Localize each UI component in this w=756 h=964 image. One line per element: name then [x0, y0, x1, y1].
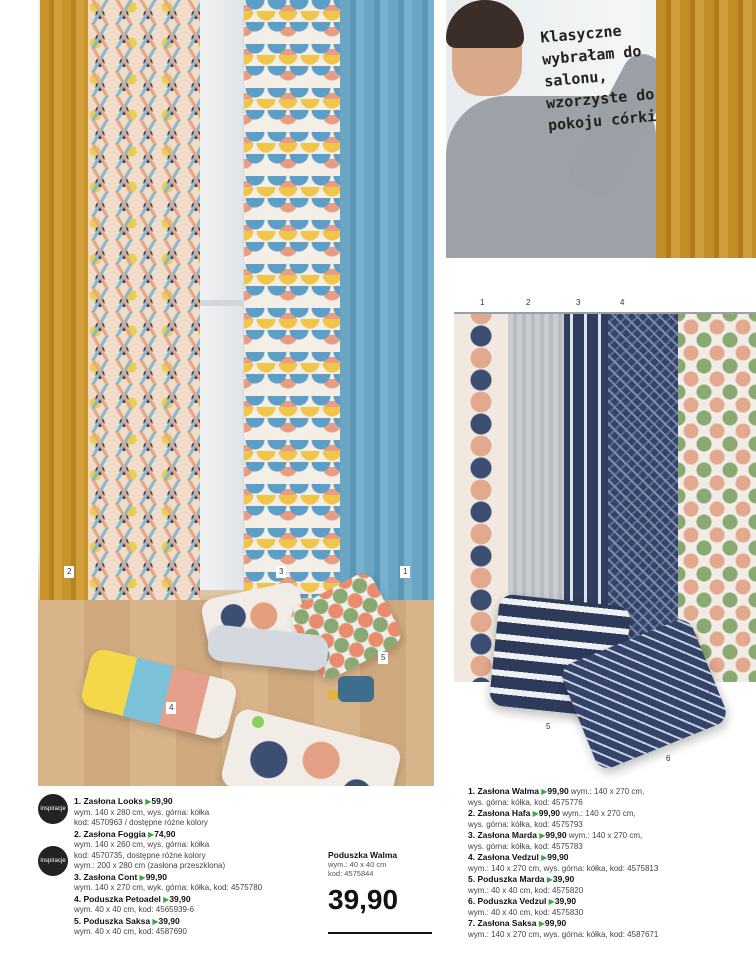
column-number: 4 [620, 298, 625, 307]
product-price: 59,90 [151, 796, 173, 806]
woman-photo [446, 0, 756, 258]
product-title: 4. Zasłona Vedzul [468, 852, 539, 862]
product-price: 99,90 [145, 871, 167, 882]
woman-hair [446, 0, 524, 48]
product-price: 39,90 [169, 893, 191, 904]
arrow-icon: ▶ [145, 797, 152, 806]
product-price: 74,90 [154, 828, 176, 839]
product-price: 39,90 [158, 915, 180, 926]
product-details: wym.: 140 x 270 cm, [570, 787, 645, 796]
main-photo [38, 0, 434, 786]
product-price: 99,90 [545, 830, 567, 840]
list-item [468, 918, 753, 940]
product-title: 3. Zasłona Cont [74, 871, 138, 882]
featured-details: kod: 4575844 [328, 869, 374, 878]
product-details: wym.: 140 x 270 cm, [568, 831, 643, 840]
curtain-cont [244, 0, 340, 598]
pillow-tag: 5 [546, 722, 551, 731]
product-details: wys. górna: kółka, kod: 4575793 [468, 819, 583, 829]
product-title: 1. Zasłona Walma [468, 786, 540, 796]
tag-3: 3 [276, 566, 286, 578]
product-title: 4. Poduszka Petoadel [74, 893, 161, 904]
product-price: 99,90 [538, 808, 561, 818]
list-item [74, 796, 324, 829]
product-price: 39,90 [554, 896, 577, 906]
product-details: wym.: 140 x 270 cm, [562, 809, 636, 818]
arrow-icon: ▶ [538, 919, 545, 928]
product-details: wym. 40 x 40 cm, kod: 4565939-6 [74, 905, 195, 914]
inspiration-badge: inspiracje [38, 794, 68, 824]
product-details: wym.: 40 x 40 cm, kod: 4575820 [468, 885, 584, 895]
inspiration-badge: inspiracje [38, 846, 68, 876]
product-details: kod: 4570735, dostępne różne kolory [74, 850, 206, 860]
product-price: 39,90 [552, 874, 575, 884]
product-price: 99,90 [547, 786, 569, 796]
arrow-icon: ▶ [163, 894, 170, 904]
curtain-looks [40, 0, 88, 625]
list-item [468, 896, 753, 918]
pillow-tag: 7 [708, 686, 713, 695]
product-details: wym.: 140 x 270 cm, wys. górna: kółka, kod: 4575813 [468, 863, 659, 873]
product-details: wys. górna: kółka, kod: 4575776 [468, 797, 583, 807]
tag-5: 5 [378, 652, 388, 664]
column-number: 1 [480, 298, 485, 307]
product-details: wym. 140 x 270 cm, wyk. górna: kółka, kod: 4575780 [74, 883, 263, 892]
column-number: 2 [526, 298, 531, 307]
list-item [468, 830, 753, 852]
list-item [74, 894, 324, 916]
product-price: 99,90 [547, 852, 569, 862]
column-number: 3 [576, 298, 581, 307]
arrow-icon: ▶ [548, 897, 555, 906]
curtains-photo [446, 298, 756, 766]
list-item [468, 874, 753, 896]
list-item [74, 872, 324, 894]
pillow-tag: 6 [666, 754, 671, 763]
curtain-foggia [88, 0, 200, 612]
product-title: 7. Zasłona Saksa [468, 918, 537, 928]
arrow-icon: ▶ [139, 872, 146, 882]
product-details: kod: 4570963 / dostępne różne kolory [74, 818, 208, 827]
arrow-icon: ▶ [148, 829, 155, 839]
product-details: wym. 40 x 40 cm, kod: 4587690 [74, 927, 187, 936]
toy-car [338, 676, 374, 702]
toy-block [328, 690, 338, 700]
list-item [74, 916, 324, 938]
product-details: wym. 140 x 260 cm, wys. górna: kółka [74, 840, 210, 849]
product-title: 3. Zasłona Marda [468, 830, 537, 840]
featured-product [328, 850, 432, 916]
arrow-icon: ▶ [541, 787, 548, 796]
curtain-walma-blue [340, 0, 434, 612]
featured-details: wym.: 40 x 40 cm [328, 860, 387, 869]
list-item [468, 808, 753, 830]
tag-2: 2 [64, 566, 74, 578]
list-item [468, 852, 753, 874]
product-details: wym.: 140 x 270 cm, wys. górna: kółka, kod: 4587671 [468, 929, 659, 939]
product-title: 5. Poduszka Saksa [74, 915, 151, 926]
arrow-icon: ▶ [152, 916, 159, 926]
product-details: wym. 140 x 280 cm, wys. górna: kółka [74, 807, 210, 817]
product-price: 99,90 [544, 918, 567, 928]
product-details: wym.: 200 x 280 cm (zasłona przeszklona) [74, 861, 226, 870]
list-item [468, 786, 753, 808]
list-item [74, 829, 324, 872]
right-product-list [468, 786, 753, 940]
product-details: wys. górna: kółka, kod: 4575783 [468, 841, 583, 851]
tag-4: 4 [166, 702, 176, 714]
arrow-icon: ▶ [546, 875, 553, 884]
product-title: 6. Poduszka Vedzul [468, 896, 547, 906]
featured-price: 39,90 [328, 884, 399, 915]
arrow-icon: ▶ [539, 831, 546, 840]
product-title: 2. Zasłona Hafa [468, 808, 531, 818]
product-details: wym.: 40 x 40 cm, kod: 4575830 [468, 907, 584, 917]
product-title: 1. Zasłona Looks [74, 796, 143, 806]
tag-1: 1 [400, 566, 410, 578]
arrow-icon: ▶ [532, 809, 539, 818]
product-title: 5. Poduszka Marda [468, 874, 545, 884]
arrow-icon: ▶ [541, 853, 548, 862]
product-title: 2. Zasłona Foggia [74, 828, 146, 839]
quote-text: Klasyczne wybrałam do salonu, wzorzyste do pokoju córki [539, 21, 657, 135]
toy-block [252, 716, 264, 728]
featured-name: Poduszka Walma [328, 850, 398, 860]
price-underline [328, 932, 432, 934]
left-product-list [74, 796, 324, 938]
